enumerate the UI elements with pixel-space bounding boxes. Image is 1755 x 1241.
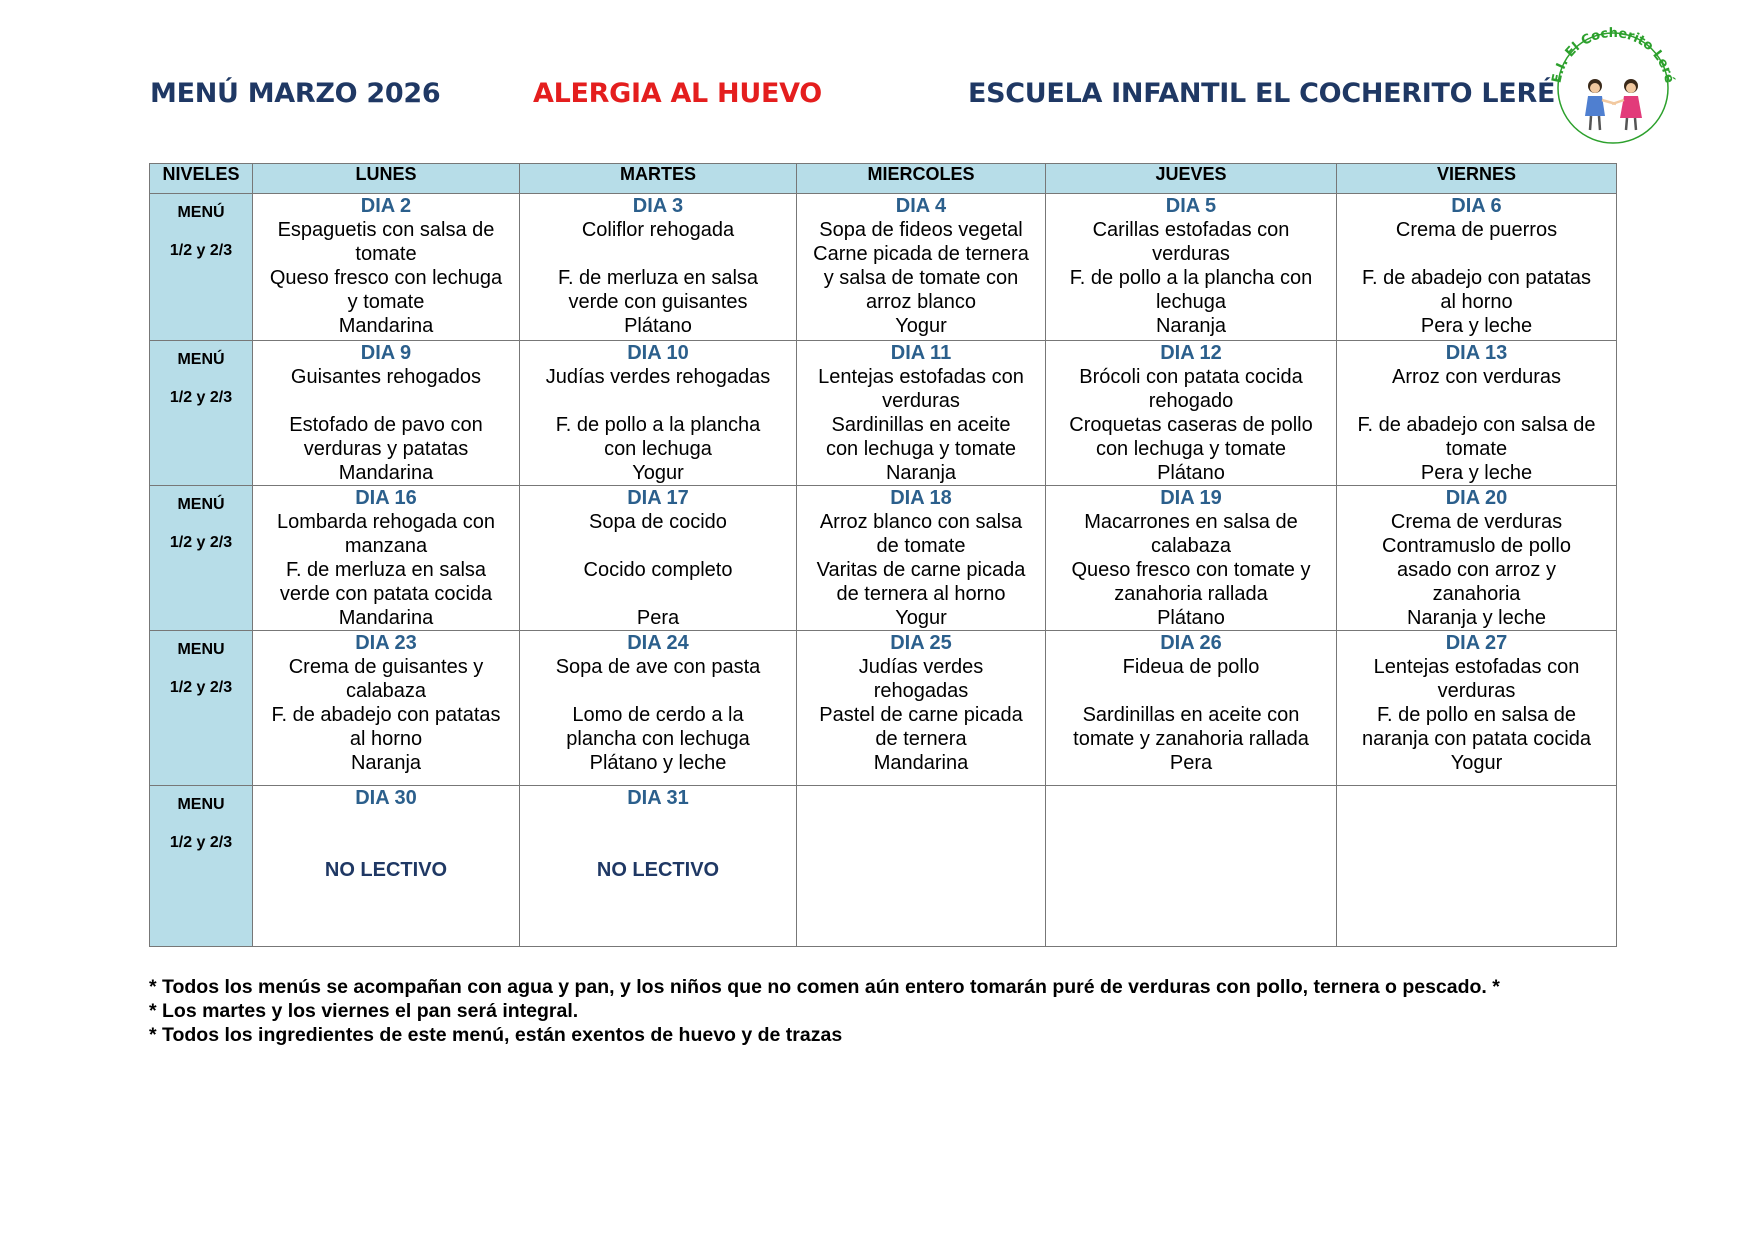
col-header-miercoles: MIERCOLES [797, 164, 1046, 194]
menu-line: verduras y patatas [303, 438, 469, 460]
day-number: DIA 18 [890, 487, 952, 509]
menu-line: Pera y leche [1420, 315, 1533, 337]
day-number: DIA 25 [890, 632, 952, 654]
menu-line: Carillas estofadas con [1092, 219, 1290, 241]
menu-line: Lentejas estofadas con [818, 366, 1024, 388]
menu-line: rehogadas [873, 680, 969, 702]
menu-line: Yogur [632, 462, 684, 484]
menu-line: con lechuga [604, 438, 712, 460]
menu-line: calabaza [1150, 535, 1232, 557]
menu-line: Arroz blanco con salsa [819, 511, 1023, 533]
menu-line [520, 582, 796, 606]
col-header-niveles: NIVELES [150, 164, 253, 194]
menu-line: Mandarina [338, 315, 434, 337]
day-number: DIA 19 [1160, 487, 1222, 509]
level-menu-label: MENÚ [177, 204, 225, 221]
menu-line: lechuga [1155, 291, 1227, 313]
col-header-lunes: LUNES [253, 164, 520, 194]
menu-line: Espaguetis con salsa de [277, 219, 495, 241]
col-header-jueves: JUEVES [1046, 164, 1337, 194]
menu-line: Arroz con verduras [1392, 366, 1561, 388]
footnotes [149, 975, 1500, 1047]
menu-line: asado con arroz y [1397, 559, 1556, 581]
menu-line [1046, 679, 1336, 703]
day-number: DIA 23 [355, 632, 417, 654]
day-number: DIA 13 [1445, 342, 1508, 364]
menu-line: Cocido completo [583, 559, 733, 581]
menu-line: Estofado de pavo con [289, 414, 483, 436]
menu-line: F. de merluza en salsa [557, 267, 759, 289]
menu-line: Sardinillas en aceite [831, 414, 1011, 436]
menu-line: tomate [355, 243, 417, 265]
menu-line: Judías verdes [858, 656, 984, 678]
menu-line: Pera y leche [1420, 462, 1533, 484]
day-cell [797, 194, 1046, 341]
menu-line: con lechuga y tomate [1095, 438, 1287, 460]
menu-line: Crema de guisantes y [288, 656, 484, 678]
menu-line: F. de pollo en salsa de [1376, 704, 1577, 726]
menu-line: Queso fresco con lechuga [269, 267, 503, 289]
menu-line [1337, 389, 1616, 413]
day-cell [520, 194, 797, 341]
menu-line: F. de merluza en salsa [285, 559, 487, 581]
menu-line: Guisantes rehogados [290, 366, 482, 388]
menu-line [253, 389, 519, 413]
level-cell [150, 631, 253, 786]
day-cell [1046, 341, 1337, 486]
menu-line: Judías verdes rehogadas [545, 366, 771, 388]
allergy-label: ALERGIA AL HUEVO [533, 78, 822, 109]
col-header-viernes: VIERNES [1337, 164, 1617, 194]
day-cell [797, 341, 1046, 486]
day-number: DIA 31 [627, 787, 689, 809]
menu-line: Naranja [350, 752, 422, 774]
menu-line: verde con guisantes [568, 291, 748, 313]
menu-line: verduras [882, 390, 960, 412]
logo-text: E.I. El Cocherito Leré [1549, 25, 1677, 85]
menu-line [520, 534, 796, 558]
menu-line: de tomate [876, 535, 966, 557]
menu-line [520, 242, 796, 266]
day-number: DIA 2 [360, 195, 412, 217]
day-cell [797, 631, 1046, 786]
level-menu-label: MENU [177, 641, 225, 658]
menu-line: Queso fresco con tomate y [1071, 559, 1311, 581]
day-cell [520, 341, 797, 486]
menu-line: arroz blanco [865, 291, 977, 313]
day-cell [253, 486, 520, 631]
menu-line: Pastel de carne picada [819, 704, 1023, 726]
menu-line: de ternera [875, 728, 967, 750]
menu-line: Sopa de fideos vegetal [819, 219, 1023, 241]
menu-line: Naranja [885, 462, 957, 484]
day-number: DIA 27 [1445, 632, 1508, 654]
svg-text:E.I. El Cocherito Leré [1549, 26, 1676, 85]
menu-title: MENÚ MARZO 2026 [150, 78, 441, 109]
day-cell [253, 786, 520, 947]
menu-line: Varitas de carne picada [816, 559, 1026, 581]
footnote: * Los martes y los viernes el pan será integral. [149, 1000, 579, 1022]
menu-line: Carne picada de ternera [813, 243, 1029, 265]
menu-line: F. de abadejo con patatas [1361, 267, 1592, 289]
menu-line: Naranja y leche [1407, 607, 1546, 629]
menu-line: Crema de puerros [1395, 219, 1558, 241]
level-menu-label: MENU [177, 796, 225, 813]
day-cell [520, 786, 797, 947]
day-cell [253, 631, 520, 786]
day-number: DIA 12 [1160, 342, 1222, 364]
menu-line: de ternera al horno [836, 583, 1006, 605]
day-cell [1337, 194, 1617, 341]
menu-line: Macarrones en salsa de [1084, 511, 1298, 533]
day-cell [1046, 194, 1337, 341]
day-cell [1337, 631, 1617, 786]
children-holding-hands-icon [1585, 79, 1642, 130]
menu-line: Pera [1169, 752, 1213, 774]
footnote: * Todos los menús se acompañan con agua y pan, y los niños que no comen aún entero tomarán puré de verduras con pollo, ternera o pescado. * [149, 976, 1500, 998]
day-number: DIA 6 [1451, 195, 1502, 217]
menu-table [149, 163, 1617, 947]
week-row [150, 631, 1617, 786]
menu-line: Coliflor rehogada [581, 219, 735, 241]
menu-line: F. de pollo a la plancha [555, 414, 761, 436]
day-cell [797, 486, 1046, 631]
menu-line: Plátano [624, 315, 692, 337]
menu-line: Lombarda rehogada con [277, 511, 495, 533]
school-name: ESCUELA INFANTIL EL COCHERITO LERÉ [968, 78, 1556, 109]
day-cell [1337, 786, 1617, 947]
menu-line: Yogur [895, 607, 947, 629]
menu-line: zanahoria [1432, 583, 1521, 605]
menu-line: al horno [1440, 291, 1513, 313]
menu-line: rehogado [1148, 390, 1234, 412]
menu-line: Sopa de ave con pasta [555, 656, 761, 678]
day-number: DIA 11 [890, 342, 952, 364]
day-number: DIA 20 [1445, 487, 1508, 509]
menu-line: Mandarina [338, 462, 434, 484]
menu-line: Mandarina [873, 752, 969, 774]
menu-line: F. de abadejo con patatas [271, 704, 501, 726]
level-age-label: 1/2 y 2/3 [169, 242, 233, 259]
level-menu-label: MENÚ [177, 351, 225, 368]
no-lectivo-label: NO LECTIVO [596, 859, 720, 881]
menu-line: Sopa de cocido [589, 511, 727, 533]
day-cell [520, 486, 797, 631]
day-cell [1046, 786, 1337, 947]
menu-line: verduras [1152, 243, 1230, 265]
menu-line: y salsa de tomate con [823, 267, 1019, 289]
day-number: DIA 10 [627, 342, 689, 364]
menu-line: Crema de verduras [1390, 511, 1563, 533]
week-row [150, 194, 1617, 341]
menu-line [1337, 242, 1616, 266]
menu-line [520, 679, 796, 703]
menu-line: tomate y zanahoria rallada [1073, 728, 1309, 750]
week-row [150, 341, 1617, 486]
menu-line: Brócoli con patata cocida [1079, 366, 1303, 388]
level-age-label: 1/2 y 2/3 [169, 834, 233, 851]
menu-line: al horno [349, 728, 423, 750]
menu-line: zanahoria rallada [1114, 583, 1268, 605]
footnote: * Todos los ingredientes de este menú, están exentos de huevo y de trazas [149, 1024, 843, 1046]
menu-line: manzana [344, 535, 428, 557]
menu-line: con lechuga y tomate [825, 438, 1017, 460]
day-cell [253, 341, 520, 486]
day-cell [797, 786, 1046, 947]
menu-line: Pera [636, 607, 680, 629]
day-cell [1337, 341, 1617, 486]
menu-line: Naranja [1155, 315, 1227, 337]
menu-line: Plátano [1157, 607, 1225, 629]
day-cell [1046, 631, 1337, 786]
day-number: DIA 5 [1165, 195, 1217, 217]
menu-line: Plátano [1157, 462, 1225, 484]
menu-line: Croquetas caseras de pollo [1069, 414, 1313, 436]
day-number: DIA 3 [632, 195, 684, 217]
menu-line: Contramuslo de pollo [1382, 535, 1571, 557]
menu-line: Mandarina [338, 607, 434, 629]
day-cell [1046, 486, 1337, 631]
day-number: DIA 9 [360, 342, 412, 364]
menu-line: Lentejas estofadas con [1373, 656, 1580, 678]
day-number: DIA 4 [895, 195, 947, 217]
day-cell [253, 194, 520, 341]
menu-line: verduras [1437, 680, 1516, 702]
day-cell [1337, 486, 1617, 631]
menu-line: Yogur [895, 315, 947, 337]
day-cell [520, 631, 797, 786]
level-cell [150, 194, 253, 341]
level-cell [150, 341, 253, 486]
no-lectivo-label: NO LECTIVO [324, 859, 448, 881]
day-number: DIA 16 [355, 487, 417, 509]
week-row [150, 486, 1617, 631]
level-age-label: 1/2 y 2/3 [169, 679, 233, 696]
menu-line: Sardinillas en aceite con [1082, 704, 1300, 726]
menu-line: Lomo de cerdo a la [572, 704, 744, 726]
menu-line: naranja con patata cocida [1361, 728, 1592, 750]
menu-line: verde con patata cocida [279, 583, 493, 605]
level-age-label: 1/2 y 2/3 [169, 389, 233, 406]
menu-line: plancha con lechuga [566, 728, 750, 750]
menu-line: calabaza [345, 680, 427, 702]
menu-line: F. de abadejo con salsa de [1357, 414, 1596, 436]
menu-line: tomate [1445, 438, 1508, 460]
menu-line: Fideua de pollo [1122, 656, 1260, 678]
level-age-label: 1/2 y 2/3 [169, 534, 233, 551]
level-cell [150, 786, 253, 947]
menu-line [520, 389, 796, 413]
week-row [150, 786, 1617, 947]
level-menu-label: MENÚ [177, 496, 225, 513]
day-number: DIA 24 [627, 632, 689, 654]
menu-line: y tomate [347, 291, 425, 313]
day-number: DIA 17 [627, 487, 689, 509]
menu-line: Yogur [1450, 752, 1503, 774]
menu-line: F. de pollo a la plancha con [1069, 267, 1313, 289]
header-row [150, 164, 1617, 194]
col-header-martes: MARTES [520, 164, 797, 194]
school-logo [1548, 20, 1678, 150]
menu-line: Plátano y leche [589, 752, 727, 774]
level-cell [150, 486, 253, 631]
day-number: DIA 30 [355, 787, 417, 809]
day-number: DIA 26 [1160, 632, 1222, 654]
